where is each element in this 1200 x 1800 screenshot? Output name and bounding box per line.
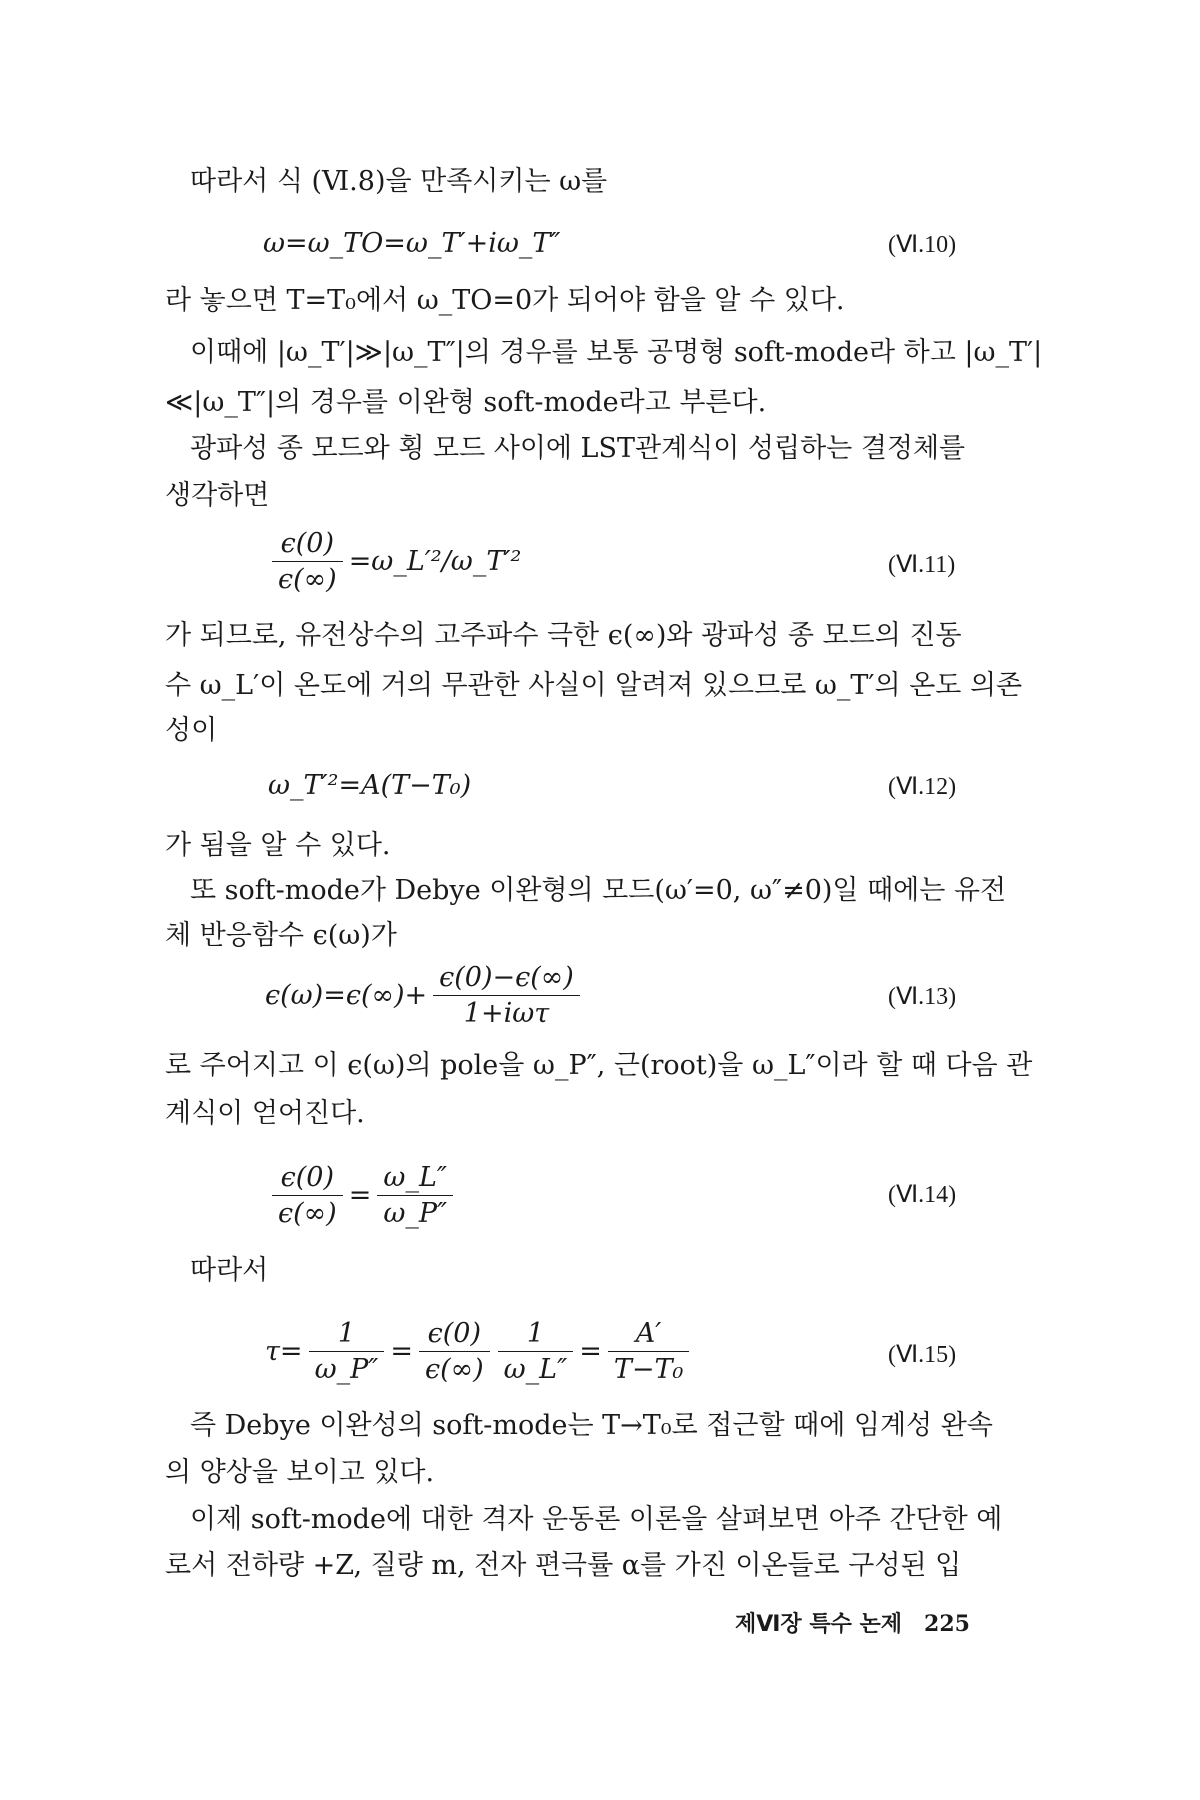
text-line-18: 이제 soft-mode에 대한 격자 운동론 이론을 살펴보면 아주 간단한 예: [190, 1504, 1003, 1535]
equation-lhs: ϵ(ω)=ϵ(∞)+: [265, 980, 428, 1011]
equation-number-vi-15: (Ⅵ.15): [888, 1342, 957, 1368]
text-line-3: 이때에 |ω_T′|≫|ω_T″|의 경우를 보통 공명형 soft-mode라 하고 |ω_T′|: [190, 337, 1043, 368]
fraction: [608, 1318, 689, 1385]
text-line-5: 광파성 종 모드와 횡 모드 사이에 LST관계식이 성립하는 결정체를: [190, 433, 966, 464]
text-line-6: 생각하면: [165, 480, 270, 511]
text-line-2: 라 놓으면 T=T₀에서 ω_TO=0가 되어야 함을 알 수 있다.: [165, 285, 845, 316]
text-line-7: 가 되므로, 유전상수의 고주파수 극한 ϵ(∞)와 광파성 종 모드의 진동: [165, 620, 962, 651]
equation-number-vi-14: (Ⅵ.14): [888, 1182, 957, 1208]
text-line-19: 로서 전하량 +Z, 질량 m, 전자 편극률 α를 가진 이온들로 구성된 입: [165, 1550, 962, 1581]
text-line-8: 수 ω_L′이 온도에 거의 무관한 사실이 알려져 있으므로 ω_T′의 온도 의존: [165, 670, 1023, 701]
fraction-numerator: ϵ(0)−ϵ(∞): [433, 962, 580, 996]
fraction: [377, 1162, 453, 1229]
fraction-denominator: ϵ(∞): [278, 1198, 337, 1229]
text-line-12: 체 반응함수 ϵ(ω)가: [165, 920, 397, 951]
text-line-11: 또 soft-mode가 Debye 이완형의 모드(ω′=0, ω″≠0)일 때에는 유전: [190, 875, 1007, 906]
fraction-denominator: T−T₀: [613, 1354, 684, 1385]
fraction-denominator: ω_P″: [383, 1198, 448, 1229]
fraction-denominator: ω_L″: [503, 1354, 568, 1385]
text-line-17: 의 양상을 보이고 있다.: [165, 1457, 435, 1488]
equation-number-vi-12: (Ⅵ.12): [888, 774, 957, 800]
equation-lhs: τ=: [265, 1336, 303, 1367]
equation-vi-11: [268, 528, 523, 595]
equation-rhs: =ω_L′²/ω_T′²: [348, 546, 522, 577]
equation-vi-14: [268, 1162, 457, 1229]
text-line-15: 따라서: [190, 1255, 269, 1286]
fraction-numerator: A′: [608, 1318, 689, 1352]
fraction-numerator: ϵ(0): [419, 1318, 490, 1352]
fraction-denominator: ω_P″: [314, 1354, 379, 1385]
equals-sign: =: [390, 1336, 413, 1367]
equation-number-vi-11: (Ⅵ.11): [888, 552, 956, 578]
fraction-numerator: ω_L″: [377, 1162, 453, 1196]
fraction-denominator: 1+iωτ: [463, 998, 550, 1029]
page-number: 225: [924, 1611, 970, 1637]
fraction-denominator: ϵ(∞): [424, 1354, 484, 1385]
fraction: [272, 528, 343, 595]
fraction-numerator: 1: [498, 1318, 574, 1352]
equation-number-vi-13: (Ⅵ.13): [888, 984, 957, 1010]
fraction: [433, 962, 580, 1029]
fraction: [419, 1318, 490, 1385]
equation-number-vi-10: (Ⅵ.10): [888, 232, 957, 258]
fraction-numerator: ϵ(0): [272, 528, 343, 562]
fraction-numerator: ϵ(0): [272, 1162, 343, 1196]
text-line-1: 따라서 식 (Ⅵ.8)을 만족시키는 ω를: [190, 166, 608, 197]
text-line-13: 로 주어지고 이 ϵ(ω)의 pole을 ω_P″, 근(root)을 ω_L″이라 할 때 다음 관: [165, 1050, 1033, 1081]
fraction: [272, 1162, 343, 1229]
fraction: [309, 1318, 385, 1385]
equation-vi-12: ω_T′²=A(T−T₀): [268, 770, 472, 801]
text-line-10: 가 됨을 알 수 있다.: [165, 830, 391, 861]
equation-vi-13: [263, 962, 584, 1029]
fraction: [498, 1318, 574, 1385]
equation-vi-15: [263, 1318, 693, 1385]
text-line-9: 성이: [165, 715, 218, 746]
fraction-denominator: ϵ(∞): [278, 564, 337, 595]
chapter-title: 제Ⅵ장 특수 논제: [735, 1612, 903, 1637]
equals-sign: =: [579, 1336, 602, 1367]
equation-vi-10: ω=ω_TO=ω_T′+iω_T″: [263, 228, 561, 259]
text-line-4: ≪|ω_T″|의 경우를 이완형 soft-mode라고 부른다.: [165, 387, 767, 418]
text-line-16: 즉 Debye 이완성의 soft-mode는 T→T₀로 접근할 때에 임계성 완속: [190, 1410, 993, 1441]
fraction-numerator: 1: [309, 1318, 385, 1352]
text-line-14: 계식이 얻어진다.: [165, 1098, 365, 1129]
equals-sign: =: [348, 1180, 372, 1211]
page-footer: [735, 1607, 970, 1638]
